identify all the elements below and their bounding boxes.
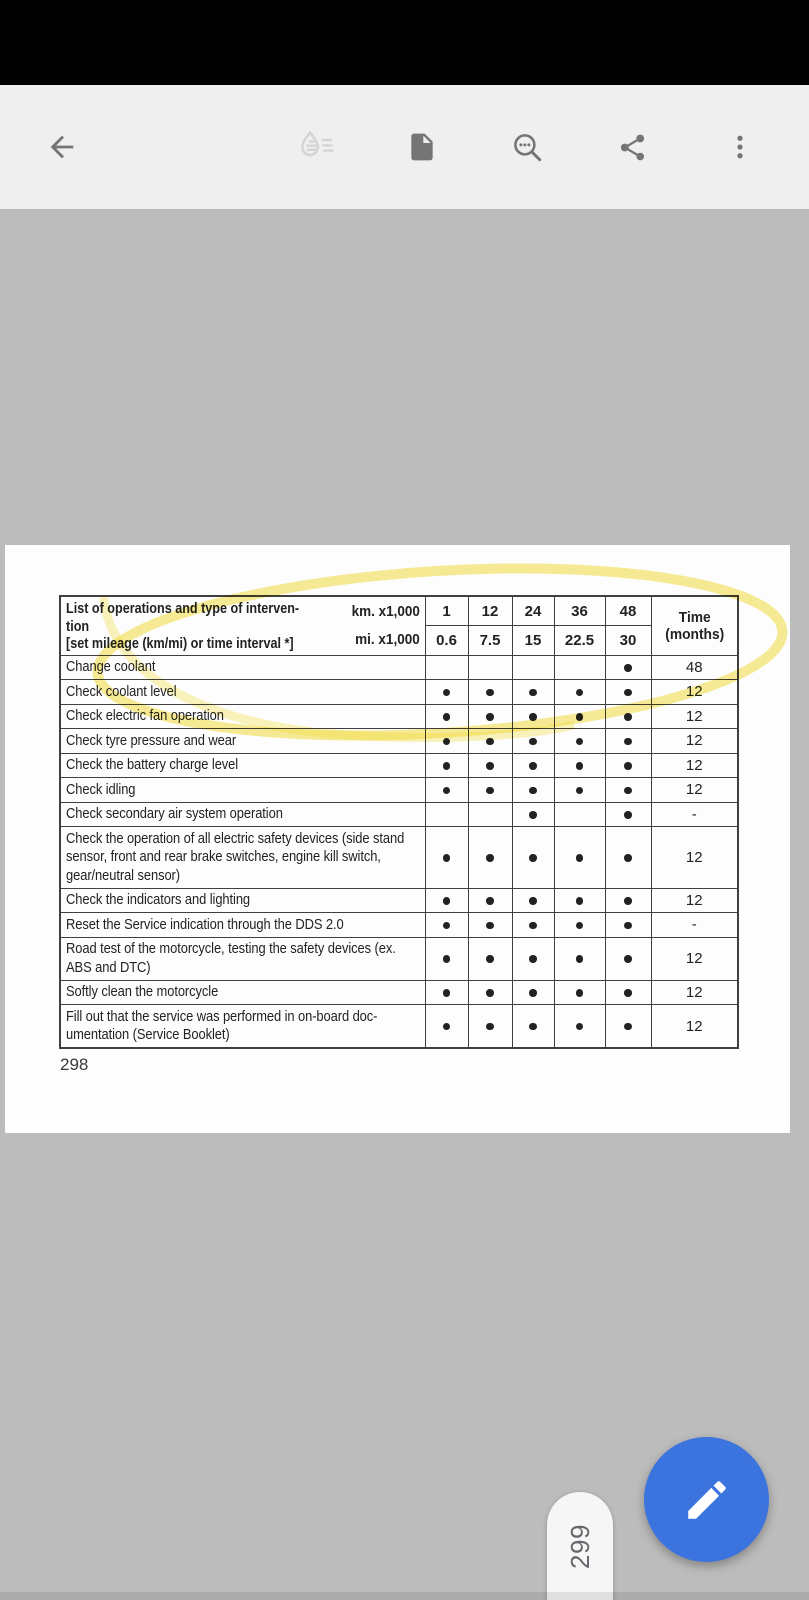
annotation-ink-icon: [296, 129, 338, 165]
dot-icon: [486, 713, 494, 721]
time-months-cell: 12: [651, 680, 738, 705]
table-row: [60, 888, 738, 913]
interval-dot-cell: [605, 802, 651, 827]
pencil-edit-icon: [682, 1475, 732, 1525]
dot-icon: [443, 897, 451, 905]
dot-icon: [624, 854, 632, 862]
back-arrow-icon: [45, 130, 79, 164]
interval-dot-cell: [605, 1005, 651, 1049]
interval-dot-cell: [554, 778, 605, 803]
table-row: [60, 980, 738, 1005]
dot-icon: [624, 689, 632, 697]
dot-icon: [624, 989, 632, 997]
operation-cell: Check the indicators and lighting: [60, 888, 425, 913]
share-button[interactable]: [608, 123, 656, 171]
interval-dot-cell: [512, 937, 554, 980]
dot-icon: [529, 762, 537, 770]
interval-dot-cell: [512, 753, 554, 778]
dot-icon: [443, 787, 451, 795]
dot-icon: [443, 922, 451, 930]
interval-dot-cell: [512, 729, 554, 754]
interval-dot-cell: [425, 680, 468, 705]
time-months-cell: 12: [651, 778, 738, 803]
interval-empty-cell: [554, 802, 605, 827]
operation-cell: Softly clean the motorcycle: [60, 980, 425, 1005]
operation-cell: Road test of the motorcycle, testing the safety devices (ex. ABS and DTC): [60, 937, 425, 980]
time-months-cell: 12: [651, 888, 738, 913]
interval-dot-cell: [512, 913, 554, 938]
dot-icon: [443, 955, 451, 963]
dot-icon: [624, 955, 632, 963]
table-header: [60, 596, 738, 655]
table-row: [60, 778, 738, 803]
header-operations-line3: [set mileage (km/mi) or time interval *]: [66, 635, 294, 652]
dot-icon: [486, 787, 494, 795]
interval-dot-cell: [512, 802, 554, 827]
dot-icon: [624, 1023, 632, 1031]
document-page-icon: [406, 131, 438, 163]
operation-cell: Change coolant: [60, 655, 425, 680]
dot-icon: [486, 897, 494, 905]
time-months-cell: -: [651, 802, 738, 827]
header-time-line1: Time: [678, 608, 711, 626]
interval-dot-cell: [554, 827, 605, 889]
table-row: [60, 937, 738, 980]
interval-empty-cell: [512, 655, 554, 680]
interval-dot-cell: [512, 680, 554, 705]
header-time-line2: (months): [664, 625, 724, 643]
interval-dot-cell: [468, 1005, 512, 1049]
dot-icon: [529, 955, 537, 963]
interval-dot-cell: [468, 980, 512, 1005]
table-row: [60, 704, 738, 729]
operation-cell: Check coolant level: [60, 680, 425, 705]
interval-empty-cell: [554, 655, 605, 680]
dot-icon: [529, 713, 537, 721]
table-row: [60, 680, 738, 705]
table-row: [60, 913, 738, 938]
dot-icon: [529, 787, 537, 795]
dot-icon: [486, 854, 494, 862]
time-months-cell: 12: [651, 980, 738, 1005]
toolbar: [0, 85, 809, 209]
dot-icon: [576, 738, 584, 746]
dot-icon: [529, 854, 537, 862]
dot-icon: [486, 689, 494, 697]
dot-icon: [576, 989, 584, 997]
dot-icon: [576, 713, 584, 721]
interval-dot-cell: [425, 1005, 468, 1049]
header-operations-line1: List of operations and type of interven-: [66, 600, 300, 617]
interval-dot-cell: [554, 680, 605, 705]
dot-icon: [576, 897, 584, 905]
table-row: [60, 655, 738, 680]
interval-empty-cell: [468, 802, 512, 827]
interval-dot-cell: [425, 704, 468, 729]
interval-dot-cell: [468, 778, 512, 803]
interval-dot-cell: [605, 827, 651, 889]
interval-dot-cell: [468, 753, 512, 778]
interval-dot-cell: [468, 680, 512, 705]
header-operations-line2: tion: [66, 617, 90, 635]
operation-cell: Check tyre pressure and wear: [60, 729, 425, 754]
table-row: [60, 802, 738, 827]
dot-icon: [486, 738, 494, 746]
header-km-value: 12: [468, 596, 512, 626]
interval-dot-cell: [554, 753, 605, 778]
dot-icon: [443, 1023, 451, 1031]
dot-icon: [529, 738, 537, 746]
dot-icon: [576, 787, 584, 795]
interval-dot-cell: [468, 937, 512, 980]
time-months-cell: 12: [651, 753, 738, 778]
interval-dot-cell: [512, 888, 554, 913]
interval-dot-cell: [425, 729, 468, 754]
table-row: [60, 1005, 738, 1049]
header-km-value: 1: [425, 596, 468, 626]
interval-dot-cell: [605, 680, 651, 705]
dot-icon: [529, 1023, 537, 1031]
interval-dot-cell: [605, 753, 651, 778]
bottom-edge-strip: [0, 1592, 809, 1600]
time-months-cell: -: [651, 913, 738, 938]
time-months-cell: 12: [651, 827, 738, 889]
interval-dot-cell: [512, 1005, 554, 1049]
operation-cell: Check electric fan operation: [60, 704, 425, 729]
interval-empty-cell: [468, 655, 512, 680]
time-months-cell: 12: [651, 937, 738, 980]
time-months-cell: 48: [651, 655, 738, 680]
dot-icon: [443, 762, 451, 770]
find-in-document-icon: [510, 130, 544, 164]
interval-dot-cell: [425, 753, 468, 778]
dot-icon: [624, 664, 632, 672]
interval-empty-cell: [425, 802, 468, 827]
interval-dot-cell: [554, 913, 605, 938]
dot-icon: [443, 989, 451, 997]
interval-dot-cell: [605, 655, 651, 680]
interval-dot-cell: [605, 778, 651, 803]
dot-icon: [443, 854, 451, 862]
overflow-menu-icon: [725, 132, 755, 162]
dot-icon: [576, 689, 584, 697]
operation-cell: Check the operation of all electric safety devices (side stand sensor, front and rear brake switches, engine kill switch, gear/neutral sensor): [60, 827, 425, 889]
interval-dot-cell: [605, 729, 651, 754]
header-km-unit-label: km. x1,000: [351, 603, 420, 620]
interval-dot-cell: [468, 827, 512, 889]
interval-dot-cell: [425, 980, 468, 1005]
dot-icon: [486, 955, 494, 963]
operation-cell: Check idling: [60, 778, 425, 803]
dot-icon: [529, 897, 537, 905]
interval-dot-cell: [554, 888, 605, 913]
interval-dot-cell: [425, 827, 468, 889]
dot-icon: [486, 989, 494, 997]
interval-dot-cell: [425, 888, 468, 913]
dot-icon: [443, 738, 451, 746]
fast-scroll-page-number: 299: [564, 1523, 595, 1569]
time-months-cell: 12: [651, 1005, 738, 1049]
dot-icon: [624, 787, 632, 795]
dot-icon: [624, 713, 632, 721]
annotation-ink-button[interactable]: [293, 123, 341, 171]
share-icon: [617, 132, 648, 163]
operation-cell: Fill out that the service was performed in on-board doc-umentation (Service Booklet): [60, 1005, 425, 1049]
dot-icon: [576, 762, 584, 770]
operation-cell: Check the battery charge level: [60, 753, 425, 778]
interval-dot-cell: [468, 888, 512, 913]
dot-icon: [443, 689, 451, 697]
interval-dot-cell: [425, 937, 468, 980]
dot-icon: [529, 922, 537, 930]
status-bar: [0, 0, 809, 85]
fast-scroll-handle[interactable]: [547, 1492, 613, 1600]
dot-icon: [576, 854, 584, 862]
table-row: [60, 753, 738, 778]
interval-dot-cell: [605, 913, 651, 938]
dot-icon: [529, 989, 537, 997]
header-mi-value: 22.5: [554, 626, 605, 656]
interval-dot-cell: [468, 704, 512, 729]
interval-dot-cell: [605, 980, 651, 1005]
table-row: [60, 729, 738, 754]
page-number: 298: [60, 1055, 89, 1074]
interval-dot-cell: [512, 704, 554, 729]
back-button[interactable]: [38, 123, 86, 171]
interval-dot-cell: [605, 937, 651, 980]
operation-cell: Reset the Service indication through the DDS 2.0: [60, 913, 425, 938]
maintenance-schedule-table: [59, 595, 739, 1049]
header-km-value: 48: [605, 596, 651, 626]
header-mi-unit-label: mi. x1,000: [354, 630, 420, 648]
interval-dot-cell: [554, 704, 605, 729]
dot-icon: [624, 897, 632, 905]
header-operations-cell: [60, 596, 425, 655]
dot-icon: [443, 713, 451, 721]
dot-icon: [624, 738, 632, 746]
dot-icon: [624, 922, 632, 930]
dot-icon: [529, 689, 537, 697]
interval-dot-cell: [512, 827, 554, 889]
interval-dot-cell: [425, 778, 468, 803]
interval-dot-cell: [554, 937, 605, 980]
interval-empty-cell: [425, 655, 468, 680]
operation-cell: Check secondary air system operation: [60, 802, 425, 827]
header-mi-value: 7.5: [468, 626, 512, 656]
table-row: [60, 827, 738, 889]
dot-icon: [624, 811, 632, 819]
header-km-value: 36: [554, 596, 605, 626]
interval-dot-cell: [512, 980, 554, 1005]
document-pages-button[interactable]: [398, 123, 446, 171]
interval-dot-cell: [512, 778, 554, 803]
overflow-menu-button[interactable]: [716, 123, 764, 171]
header-mi-value: 15: [512, 626, 554, 656]
dot-icon: [576, 922, 584, 930]
time-months-cell: 12: [651, 729, 738, 754]
find-in-document-button[interactable]: [503, 123, 551, 171]
header-km-value: 24: [512, 596, 554, 626]
interval-dot-cell: [605, 888, 651, 913]
interval-dot-cell: [554, 980, 605, 1005]
pdf-page-298: [5, 545, 790, 1133]
dot-icon: [624, 762, 632, 770]
dot-icon: [486, 762, 494, 770]
interval-dot-cell: [554, 1005, 605, 1049]
maintenance-table-body: [60, 655, 738, 1048]
interval-dot-cell: [554, 729, 605, 754]
time-months-cell: 12: [651, 704, 738, 729]
dot-icon: [576, 1023, 584, 1031]
dot-icon: [576, 955, 584, 963]
interval-dot-cell: [605, 704, 651, 729]
interval-dot-cell: [468, 729, 512, 754]
header-mi-value: 0.6: [425, 626, 468, 656]
header-mi-value: 30: [605, 626, 651, 656]
edit-fab[interactable]: [644, 1437, 769, 1562]
interval-dot-cell: [468, 913, 512, 938]
dot-icon: [486, 1023, 494, 1031]
dot-icon: [529, 811, 537, 819]
dot-icon: [486, 922, 494, 930]
interval-dot-cell: [425, 913, 468, 938]
header-time-months-cell: [651, 596, 738, 655]
